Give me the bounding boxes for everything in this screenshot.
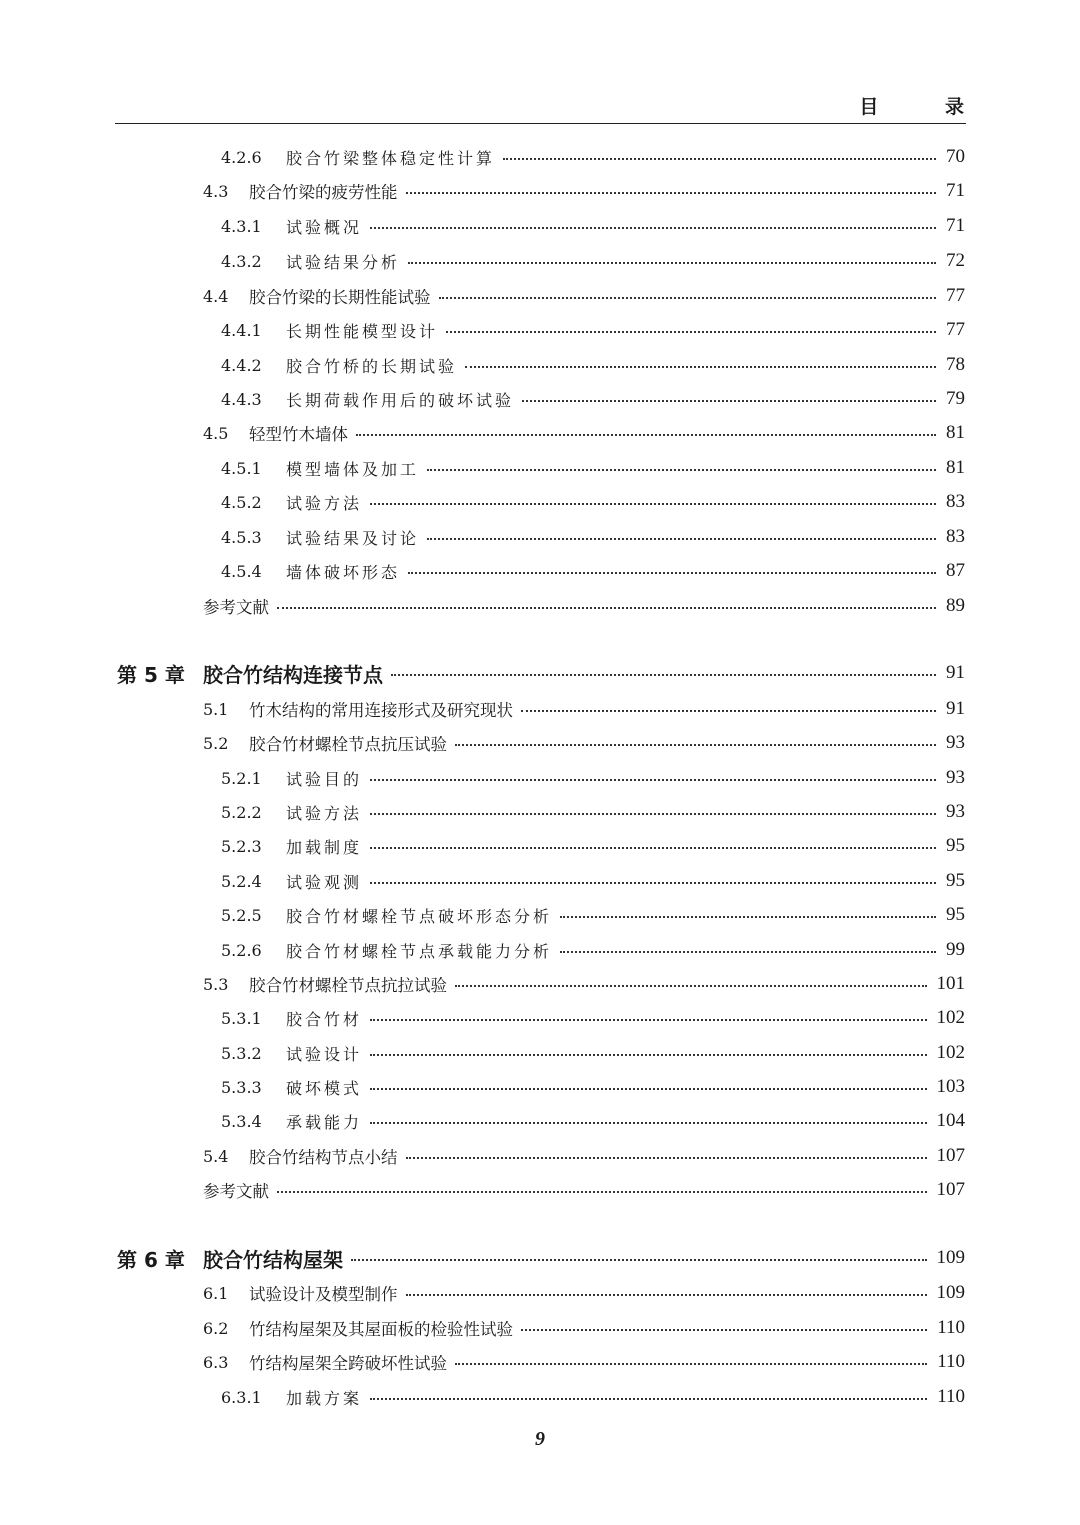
dot-leader [370, 1019, 926, 1021]
dot-leader [455, 744, 936, 746]
toc-entry-row[interactable] [203, 1176, 965, 1204]
entry-page-number: 72 [946, 250, 965, 271]
section-number: 5.4 [203, 1146, 229, 1166]
entry-page-number: 101 [936, 973, 965, 994]
entry-page-number: 77 [946, 319, 965, 340]
dot-leader [277, 607, 936, 609]
entry-title: 试验结果及讨论 [286, 528, 420, 548]
section-number: 5.3 [203, 974, 229, 994]
dot-leader [370, 1088, 926, 1090]
toc-entry-row[interactable] [203, 282, 965, 310]
section-number: 4.5 [203, 423, 229, 443]
entry-page-number: 81 [946, 422, 965, 443]
section-number: 6.2 [203, 1318, 229, 1338]
entry-page-number: 110 [937, 1386, 965, 1407]
section-number: 6.1 [203, 1283, 229, 1303]
entry-title: 胶合竹梁的长期性能试验 [249, 288, 431, 307]
chapter-number: 第 6 章 [117, 1247, 185, 1272]
toc-entry-row[interactable] [221, 1073, 965, 1101]
toc-entry-row[interactable] [221, 557, 965, 585]
section-number: 6.3.1 [221, 1387, 262, 1407]
entry-title: 试验方法 [286, 493, 363, 513]
dot-leader [370, 227, 936, 229]
entry-page-number: 81 [946, 457, 965, 478]
page-number: 9 [535, 1428, 545, 1450]
dot-leader [465, 366, 936, 368]
toc-entry-row[interactable] [221, 1039, 965, 1067]
toc-entry-row[interactable] [221, 316, 965, 344]
dot-leader [521, 1329, 927, 1331]
entry-page-number: 95 [946, 870, 965, 891]
entry-page-number: 109 [936, 1282, 965, 1303]
section-number: 5.2.2 [221, 802, 262, 822]
dot-leader [408, 262, 936, 264]
entry-title: 胶合竹结构节点小结 [249, 1148, 398, 1167]
toc-entry-row[interactable] [203, 1314, 965, 1342]
toc-entry-row[interactable] [203, 1348, 965, 1376]
entry-page-number: 87 [946, 560, 965, 581]
entry-page-number: 89 [946, 595, 965, 616]
entry-title: 模型墙体及加工 [286, 459, 420, 479]
toc-chapter-row[interactable] [117, 659, 965, 687]
entry-page-number: 83 [946, 526, 965, 547]
entry-title: 加载制度 [286, 837, 363, 857]
entry-title: 试验目的 [286, 769, 363, 789]
entry-title: 试验设计及模型制作 [249, 1285, 398, 1304]
section-number: 4.5.1 [221, 458, 262, 478]
entry-title: 长期荷载作用后的破坏试验 [286, 390, 515, 410]
dot-leader [522, 400, 936, 402]
section-number: 5.2 [203, 733, 229, 753]
toc-entry-row[interactable] [221, 901, 965, 929]
dot-leader [370, 1398, 927, 1400]
header-rule [115, 123, 966, 124]
section-number: 4.3 [203, 181, 229, 201]
entry-title: 墙体破坏形态 [286, 562, 401, 582]
entry-title: 竹结构屋架及其屋面板的检验性试验 [249, 1320, 513, 1339]
dot-leader [370, 1054, 926, 1056]
section-number: 5.2.4 [221, 871, 262, 891]
toc-entry-row[interactable] [221, 247, 965, 275]
toc-entry-row[interactable] [203, 1279, 965, 1307]
entry-page-number: 109 [936, 1247, 965, 1268]
dot-leader [455, 985, 927, 987]
toc-entry-row[interactable] [221, 1383, 965, 1411]
toc-entry-row[interactable] [221, 867, 965, 895]
entry-title: 轻型竹木墙体 [249, 425, 348, 444]
toc-entry-row[interactable] [203, 970, 965, 998]
section-number: 5.1 [203, 699, 229, 719]
toc-entry-row[interactable] [221, 1107, 965, 1135]
section-number: 4.5.3 [221, 527, 262, 547]
toc-entry-row[interactable] [203, 419, 965, 447]
entry-page-number: 91 [946, 662, 965, 683]
entry-page-number: 95 [946, 835, 965, 856]
entry-title: 试验概况 [286, 217, 363, 237]
entry-title: 胶合竹结构连接节点 [203, 662, 383, 687]
entry-title: 长期性能模型设计 [286, 321, 439, 341]
entry-title: 承载能力 [286, 1112, 363, 1132]
dot-leader [408, 572, 936, 574]
dot-leader [391, 674, 936, 676]
entry-page-number: 102 [936, 1042, 965, 1063]
entry-title: 胶合竹材螺栓节点破坏形态分析 [286, 906, 553, 926]
entry-title: 加载方案 [286, 1388, 363, 1408]
toc-entry-row[interactable] [221, 212, 965, 240]
toc-entry-row[interactable] [221, 832, 965, 860]
toc-entry-row[interactable] [221, 764, 965, 792]
section-number: 4.3.2 [221, 251, 262, 271]
toc-entry-row[interactable] [221, 936, 965, 964]
section-number: 4.4.2 [221, 355, 262, 375]
toc-entry-row[interactable] [203, 1142, 965, 1170]
entry-title: 胶合竹桥的长期试验 [286, 356, 458, 376]
entry-title: 试验方法 [286, 803, 363, 823]
entry-page-number: 70 [946, 146, 965, 167]
dot-leader [446, 331, 936, 333]
entry-page-number: 93 [946, 767, 965, 788]
toc-entry-row[interactable] [221, 385, 965, 413]
section-number: 5.3.1 [221, 1008, 262, 1028]
entry-title: 胶合竹材螺栓节点抗拉试验 [249, 976, 447, 995]
toc-entry-row[interactable] [221, 143, 965, 171]
entry-page-number: 91 [946, 698, 965, 719]
toc-entry-row[interactable] [221, 488, 965, 516]
dot-leader [427, 469, 936, 471]
toc-entry-row[interactable] [221, 454, 965, 482]
entry-page-number: 110 [937, 1317, 965, 1338]
entry-title: 竹木结构的常用连接形式及研究现状 [249, 701, 513, 720]
section-number: 5.3.3 [221, 1077, 262, 1097]
entry-title: 试验结果分析 [286, 252, 401, 272]
dot-leader [370, 882, 936, 884]
toc-entry-row[interactable] [221, 1004, 965, 1032]
entry-title: 胶合竹结构屋架 [203, 1247, 343, 1272]
entry-page-number: 71 [946, 180, 965, 201]
section-number: 4.3.1 [221, 216, 262, 236]
entry-title: 胶合竹梁的疲劳性能 [249, 183, 398, 202]
toc-entry-row[interactable] [221, 351, 965, 379]
toc-entry-row[interactable] [203, 729, 965, 757]
entry-page-number: 104 [936, 1110, 965, 1131]
dot-leader [439, 297, 937, 299]
section-number: 4.5.4 [221, 561, 262, 581]
dot-leader [521, 710, 936, 712]
dot-leader [370, 503, 936, 505]
dot-leader [370, 1122, 926, 1124]
entry-title: 胶合竹梁整体稳定性计算 [286, 148, 496, 168]
entry-page-number: 93 [946, 801, 965, 822]
dot-leader [370, 813, 936, 815]
section-number: 5.3.2 [221, 1043, 262, 1063]
dot-leader [455, 1363, 927, 1365]
chapter-number: 第 5 章 [117, 662, 185, 687]
entry-page-number: 107 [936, 1145, 965, 1166]
entry-page-number: 103 [936, 1076, 965, 1097]
toc-chapter-row[interactable] [117, 1244, 965, 1272]
dot-leader [560, 951, 936, 953]
toc-entry-row[interactable] [203, 695, 965, 723]
entry-page-number: 83 [946, 491, 965, 512]
dot-leader [370, 847, 936, 849]
dot-leader [277, 1191, 927, 1193]
section-number: 4.4.1 [221, 320, 262, 340]
toc-entry-row[interactable] [203, 592, 965, 620]
dot-leader [406, 1294, 927, 1296]
entry-title: 试验观测 [286, 872, 363, 892]
section-number: 5.2.3 [221, 836, 262, 856]
dot-leader [560, 916, 936, 918]
section-number: 4.5.2 [221, 492, 262, 512]
dot-leader [370, 779, 936, 781]
entry-title: 胶合竹材螺栓节点承载能力分析 [286, 941, 553, 961]
entry-page-number: 110 [937, 1351, 965, 1372]
dot-leader [427, 538, 936, 540]
entry-page-number: 78 [946, 354, 965, 375]
entry-page-number: 77 [946, 285, 965, 306]
entry-title: 参考文献 [203, 598, 269, 617]
dot-leader [351, 1259, 927, 1261]
entry-page-number: 99 [946, 939, 965, 960]
entry-title: 竹结构屋架全跨破坏性试验 [249, 1354, 447, 1373]
toc-entry-row[interactable] [221, 798, 965, 826]
entry-title: 试验设计 [286, 1044, 363, 1064]
dot-leader [406, 1157, 927, 1159]
entry-title: 胶合竹材螺栓节点抗压试验 [249, 735, 447, 754]
entry-page-number: 71 [946, 215, 965, 236]
entry-page-number: 93 [946, 732, 965, 753]
section-number: 5.2.1 [221, 768, 262, 788]
entry-page-number: 79 [946, 388, 965, 409]
section-number: 6.3 [203, 1352, 229, 1372]
running-header-title: 目 录 [859, 96, 994, 118]
dot-leader [406, 192, 937, 194]
entry-page-number: 107 [936, 1179, 965, 1200]
section-number: 5.2.6 [221, 940, 262, 960]
entry-page-number: 95 [946, 904, 965, 925]
entry-title: 胶合竹材 [286, 1009, 363, 1029]
section-number: 5.2.5 [221, 905, 262, 925]
toc-entry-row[interactable] [221, 523, 965, 551]
entry-page-number: 102 [936, 1007, 965, 1028]
dot-leader [503, 158, 936, 160]
section-number: 4.4 [203, 286, 229, 306]
entry-title: 破坏模式 [286, 1078, 363, 1098]
dot-leader [356, 434, 936, 436]
section-number: 4.4.3 [221, 389, 262, 409]
entry-title: 参考文献 [203, 1182, 269, 1201]
section-number: 5.3.4 [221, 1111, 262, 1131]
section-number: 4.2.6 [221, 147, 262, 167]
toc-entry-row[interactable] [203, 177, 965, 205]
